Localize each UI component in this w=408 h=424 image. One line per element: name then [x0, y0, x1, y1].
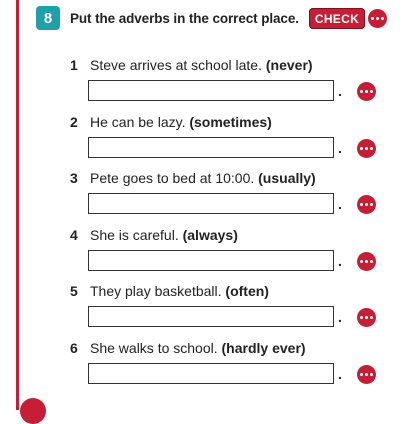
exercise-header: [36, 5, 387, 31]
check-button[interactable]: CHECK: [309, 8, 365, 29]
answer-input-2[interactable]: [88, 137, 334, 158]
answer-input-3[interactable]: [88, 193, 334, 214]
more-dots-icon[interactable]: [357, 252, 376, 271]
question-text: [90, 170, 316, 186]
more-dots-icon[interactable]: [357, 365, 376, 384]
answer-period: .: [338, 253, 342, 269]
exercise-number-badge: 8: [36, 6, 60, 30]
exercise-instruction: Put the adverbs in the correct place.: [70, 10, 299, 26]
answer-input-4[interactable]: [88, 250, 334, 271]
more-dots-icon[interactable]: [357, 195, 376, 214]
question-adverb: (usually): [258, 170, 316, 186]
answer-period: .: [338, 140, 342, 156]
answer-period: .: [338, 366, 342, 382]
question-number: 1: [70, 57, 78, 73]
answer-input-6[interactable]: [88, 363, 334, 384]
more-dots-icon[interactable]: [357, 139, 376, 158]
question-sentence: He can be lazy.: [90, 114, 186, 130]
question-text: [90, 114, 272, 130]
question-sentence: She is careful.: [90, 227, 179, 243]
more-dots-icon[interactable]: [357, 308, 376, 327]
answer-input-5[interactable]: [88, 306, 334, 327]
left-accent-bar: [16, 0, 19, 410]
question-text: [90, 57, 313, 73]
question-number: 3: [70, 170, 78, 186]
question-number: 2: [70, 114, 78, 130]
question-adverb: (often): [225, 283, 269, 299]
question-adverb: (hardly ever): [221, 340, 306, 356]
answer-period: .: [338, 196, 342, 212]
question-adverb: (always): [182, 227, 238, 243]
question-text: [90, 227, 238, 243]
question-adverb: (never): [265, 57, 313, 73]
question-number: 5: [70, 283, 78, 299]
answer-period: .: [338, 83, 342, 99]
more-dots-icon[interactable]: [357, 82, 376, 101]
question-sentence: She walks to school.: [90, 340, 218, 356]
answer-period: .: [338, 309, 342, 325]
question-text: [90, 283, 269, 299]
question-sentence: Pete goes to bed at 10:00.: [90, 170, 255, 186]
answer-input-1[interactable]: [88, 80, 334, 101]
question-number: 4: [70, 227, 78, 243]
question-number: 6: [70, 340, 78, 356]
question-text: [90, 340, 306, 356]
question-sentence: They play basketball.: [90, 283, 222, 299]
question-sentence: Steve arrives at school late.: [90, 57, 262, 73]
page-corner-circle: [20, 398, 46, 424]
more-dots-icon[interactable]: [368, 9, 387, 28]
question-adverb: (sometimes): [189, 114, 272, 130]
